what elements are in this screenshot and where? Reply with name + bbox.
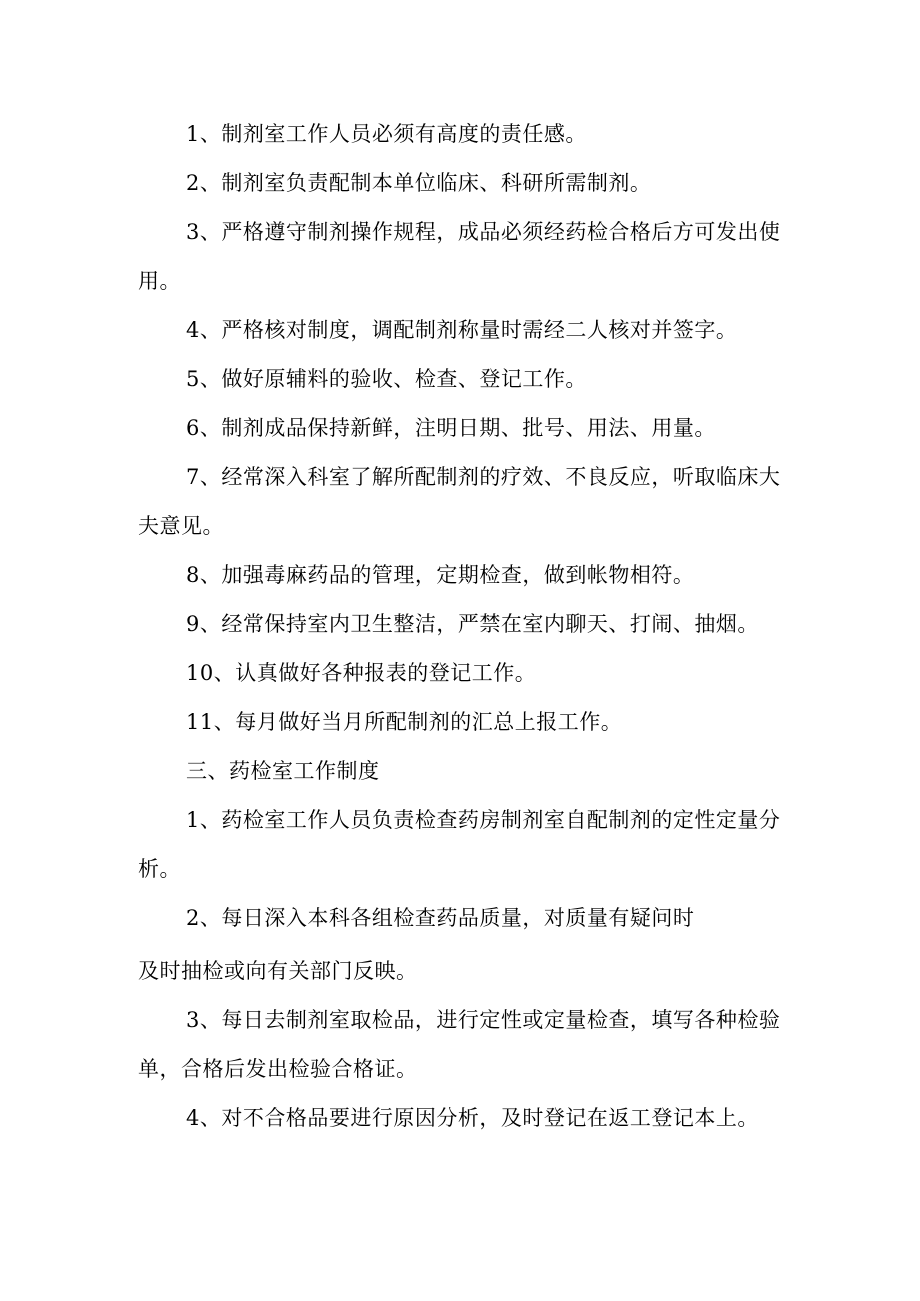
rule-paragraph: 10、认真做好各种报表的登记工作。 (186, 661, 537, 685)
rule-paragraph: 7、经常深入科室了解所配制剂的疗效、不良反应，听取临床大夫意见。 (138, 465, 781, 538)
rule-paragraph: 2、每日深入本科各组检查药品质量，对质量有疑问时 (186, 906, 695, 930)
rule-paragraph: 4、严格核对制度，调配制剂称量时需经二人核对并签字。 (186, 318, 738, 342)
rule-paragraph: 3、严格遵守制剂操作规程，成品必须经药检合格后方可发出使用。 (138, 220, 781, 293)
rule-paragraph-continuation: 及时抽检或向有关部门反映。 (138, 959, 418, 983)
rule-paragraph: 1、药检室工作人员负责检查药房制剂室自配制剂的定性定量分析。 (138, 808, 781, 881)
rule-paragraph: 9、经常保持室内卫生整洁，严禁在室内聊天、打闹、抽烟。 (186, 612, 759, 636)
rule-paragraph: 4、对不合格品要进行原因分析，及时登记在返工登记本上。 (186, 1106, 759, 1130)
rule-paragraph: 8、加强毒麻药品的管理，定期检查，做到帐物相符。 (186, 563, 695, 587)
rule-paragraph: 3、每日去制剂室取检品，进行定性或定量检查，填写各种检验单，合格后发出检验合格证。 (138, 1008, 781, 1081)
section-heading: 三、药检室工作制度 (186, 759, 380, 783)
rule-paragraph: 6、制剂成品保持新鲜，注明日期、批号、用法、用量。 (186, 416, 716, 440)
rule-paragraph: 1、制剂室工作人员必须有高度的责任感。 (186, 122, 587, 146)
rule-paragraph: 11、每月做好当月所配制剂的汇总上报工作。 (186, 710, 623, 734)
rule-paragraph: 2、制剂室负责配制本单位临床、科研所需制剂。 (186, 171, 652, 195)
rule-paragraph: 5、做好原辅料的验收、检查、登记工作。 (186, 367, 587, 391)
